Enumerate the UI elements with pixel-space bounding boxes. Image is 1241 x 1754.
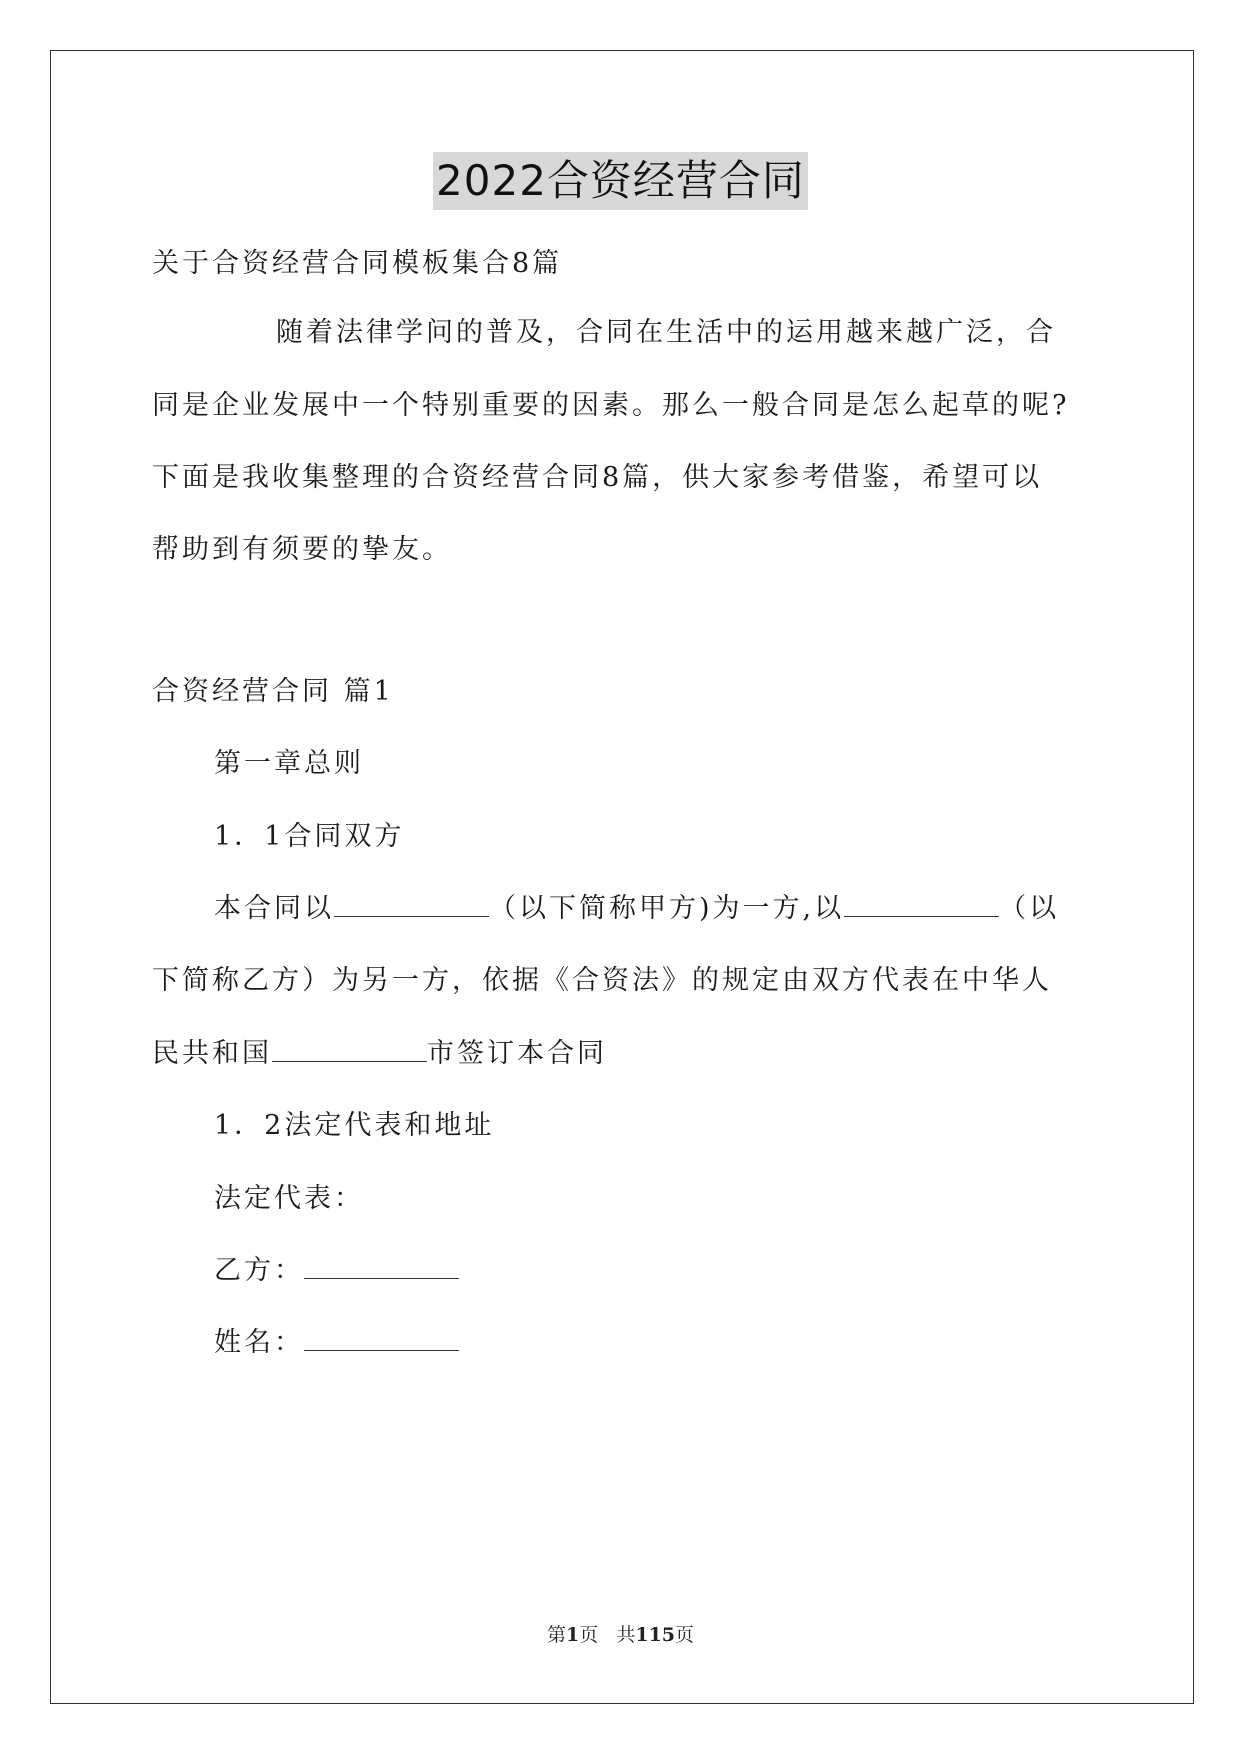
name-label: 姓名： bbox=[214, 1327, 304, 1358]
total-pages: 115 bbox=[635, 1624, 676, 1646]
intro-line-2: 同是企业发展中一个特别重要的因素。那么一般合同是怎么起草的呢? bbox=[152, 390, 1070, 421]
intro-line-4: 帮助到有须要的挚友。 bbox=[152, 534, 452, 565]
paragraph-1-line-2: 下简称乙方）为另一方，依据《合资法》的规定由双方代表在中华人 bbox=[152, 965, 1052, 996]
paragraph-1-line-3 bbox=[152, 1034, 607, 1074]
para-1-text-c: （以 bbox=[999, 893, 1060, 924]
intro-line-1: 随着法律学问的普及，合同在生活中的运用越来越广泛，合 bbox=[276, 317, 1056, 348]
para-1-text-b: （以下简称甲方)为一方,以 bbox=[489, 893, 845, 924]
para-1-text-a: 本合同以 bbox=[214, 893, 334, 924]
page-suffix: 页 bbox=[579, 1624, 599, 1646]
party-b-name-blank bbox=[304, 1252, 459, 1279]
page-border bbox=[50, 50, 1194, 1704]
clause-1-2: 1．2法定代表和地址 bbox=[214, 1110, 495, 1141]
para-1-text-e: 市签订本合同 bbox=[427, 1038, 607, 1069]
party-a-blank bbox=[334, 890, 489, 917]
title-container bbox=[0, 152, 1241, 210]
party-b-line bbox=[214, 1251, 459, 1291]
page-footer bbox=[0, 1620, 1241, 1647]
name-line bbox=[214, 1323, 459, 1363]
total-prefix: 共 bbox=[616, 1624, 636, 1646]
chapter-heading: 第一章总则 bbox=[214, 748, 364, 779]
paragraph-1-line-1 bbox=[214, 889, 1059, 929]
document-title: 2022合资经营合同 bbox=[433, 152, 808, 210]
clause-1-1: 1．1合同双方 bbox=[214, 821, 405, 852]
intro-line-3: 下面是我收集整理的合资经营合同8篇，供大家参考借鉴，希望可以 bbox=[152, 462, 1043, 493]
party-b-label: 乙方： bbox=[214, 1255, 304, 1286]
total-suffix: 页 bbox=[675, 1624, 695, 1646]
city-blank bbox=[272, 1035, 427, 1062]
party-b-blank bbox=[844, 890, 999, 917]
section-heading: 合资经营合同 篇1 bbox=[152, 676, 394, 707]
document-subtitle: 关于合资经营合同模板集合8篇 bbox=[152, 248, 563, 279]
name-blank bbox=[304, 1324, 459, 1351]
legal-rep-label: 法定代表： bbox=[214, 1183, 364, 1214]
page-prefix: 第 bbox=[546, 1624, 566, 1646]
page-number: 1 bbox=[565, 1624, 580, 1646]
para-1-text-d: 民共和国 bbox=[152, 1038, 272, 1069]
